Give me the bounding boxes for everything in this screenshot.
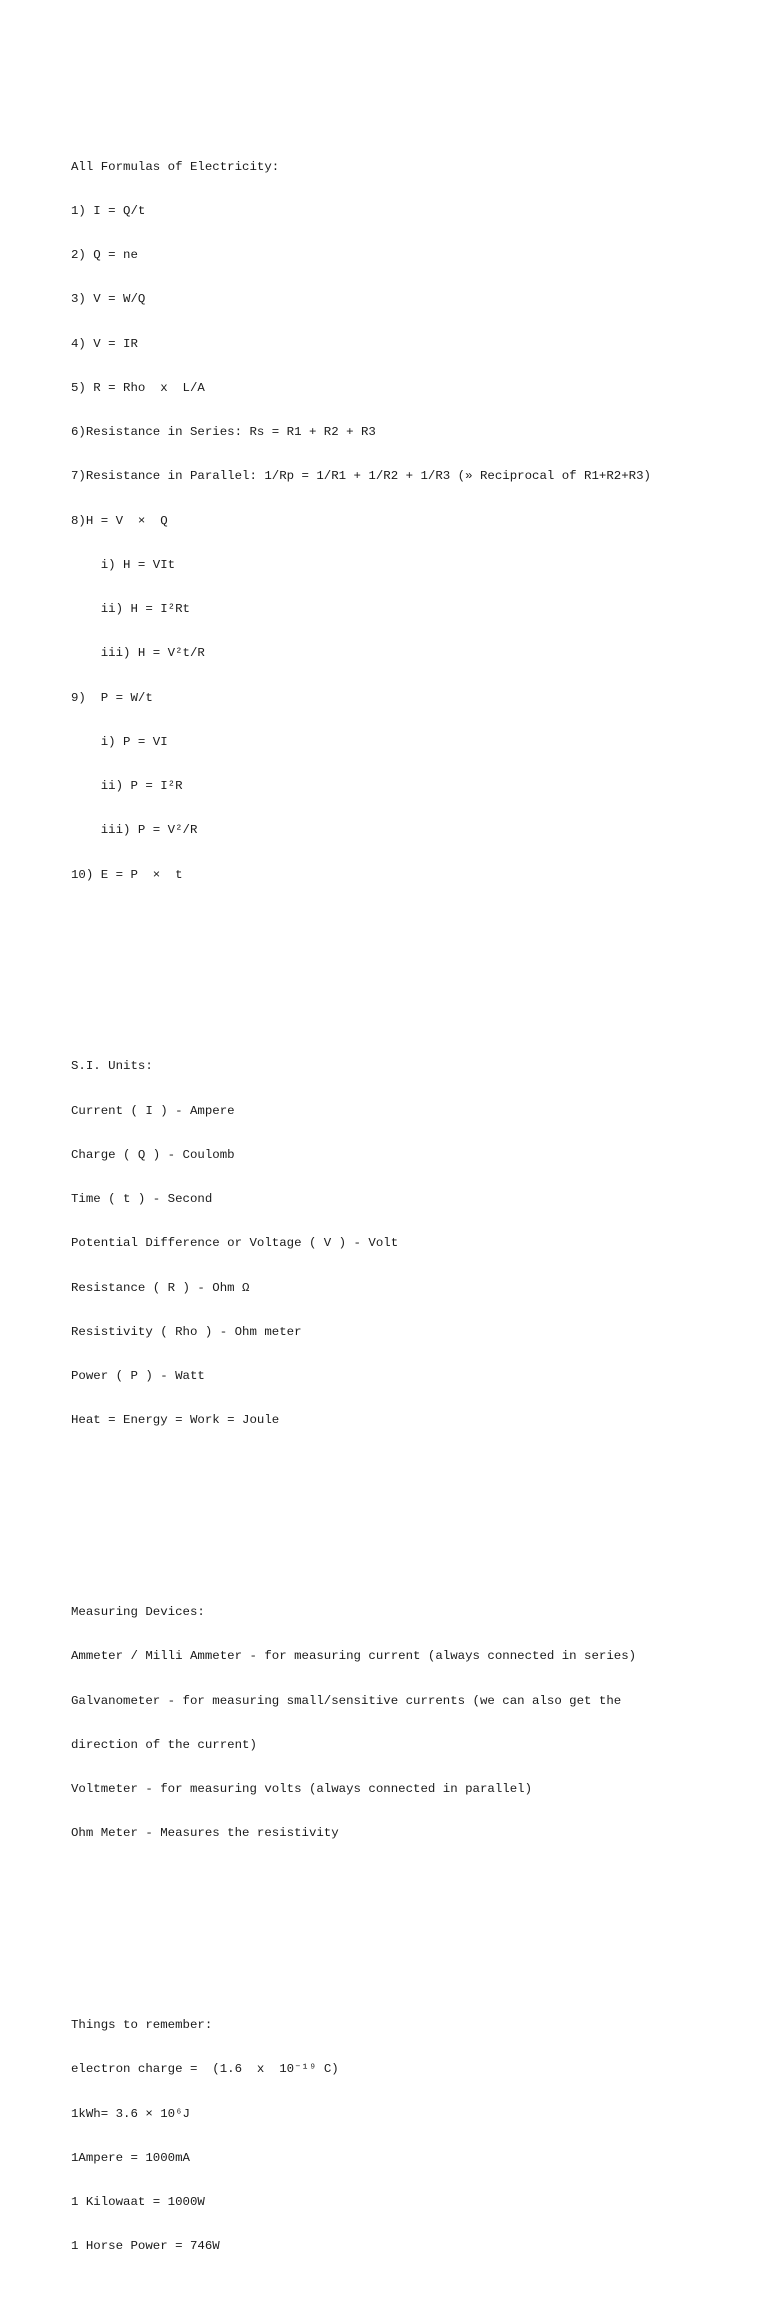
spacer bbox=[71, 1915, 731, 1930]
formula-line: 7)Resistance in Parallel: 1/Rp = 1/R1 + 1/R2 + 1/R3 (» Reciprocal of R1+R2+R3) bbox=[71, 469, 651, 484]
device-line: direction of the current) bbox=[71, 1737, 257, 1752]
document-page bbox=[71, 71, 731, 2313]
section-heading: S.I. Units: bbox=[71, 1059, 153, 1074]
spacer bbox=[71, 956, 731, 971]
section-heading: Things to remember: bbox=[71, 2018, 213, 2032]
formula-subline: ii) P = I²R bbox=[71, 779, 183, 793]
fact-line: 1kWh= 3.6 × 10⁶J bbox=[71, 2106, 190, 2121]
unit-line: Resistance ( R ) - Ohm Ω bbox=[71, 1280, 250, 1295]
formula-line: 1) I = Q/t bbox=[71, 203, 146, 218]
device-line: Ohm Meter - Measures the resistivity bbox=[71, 1826, 339, 1841]
fact-line: 1 Horse Power = 746W bbox=[71, 2239, 220, 2254]
formula-line: 5) R = Rho x L/A bbox=[71, 380, 205, 395]
spacer bbox=[71, 1502, 731, 1517]
fact-line: 1Ampere = 1000mA bbox=[71, 2150, 190, 2165]
formula-subline: iii) H = V²t/R bbox=[71, 646, 205, 661]
fact-line: 1 Kilowaat = 1000W bbox=[71, 2195, 205, 2209]
si-units-section bbox=[71, 1030, 731, 1458]
section-heading: All Formulas of Electricity: bbox=[71, 159, 280, 174]
formula-subline: iii) P = V²/R bbox=[71, 823, 198, 838]
remember-section bbox=[71, 1989, 731, 2284]
formula-subline: i) H = VIt bbox=[71, 557, 176, 572]
unit-line: Charge ( Q ) - Coulomb bbox=[71, 1147, 235, 1162]
formula-line: 10) E = P × t bbox=[71, 867, 183, 882]
formula-subline: i) P = VI bbox=[71, 734, 168, 749]
section-heading: Measuring Devices: bbox=[71, 1605, 205, 1619]
formulas-section bbox=[71, 130, 731, 912]
device-line: Ammeter / Milli Ammeter - for measuring current (always connected in series) bbox=[71, 1649, 637, 1664]
formula-subline: ii) H = I²Rt bbox=[71, 602, 190, 616]
unit-line: Current ( I ) - Ampere bbox=[71, 1103, 235, 1118]
formula-line: 3) V = W/Q bbox=[71, 292, 146, 307]
unit-line: Time ( t ) - Second bbox=[71, 1192, 213, 1206]
formula-line: 9) P = W/t bbox=[71, 690, 153, 705]
unit-line: Potential Difference or Voltage ( V ) - Volt bbox=[71, 1236, 399, 1251]
device-line: Galvanometer - for measuring small/sensitive currents (we can also get the bbox=[71, 1693, 622, 1708]
fact-line: electron charge = (1.6 x 10⁻¹⁹ C) bbox=[71, 2062, 339, 2077]
formula-line: 8)H = V × Q bbox=[71, 513, 168, 528]
unit-line: Heat = Energy = Work = Joule bbox=[71, 1413, 280, 1428]
devices-section bbox=[71, 1576, 731, 1871]
device-line: Voltmeter - for measuring volts (always connected in parallel) bbox=[71, 1782, 533, 1796]
formula-line: 4) V = IR bbox=[71, 336, 138, 351]
unit-line: Resistivity ( Rho ) - Ohm meter bbox=[71, 1324, 302, 1339]
unit-line: Power ( P ) - Watt bbox=[71, 1369, 205, 1383]
formula-line: 6)Resistance in Series: Rs = R1 + R2 + R3 bbox=[71, 425, 376, 439]
formula-line: 2) Q = ne bbox=[71, 248, 138, 262]
